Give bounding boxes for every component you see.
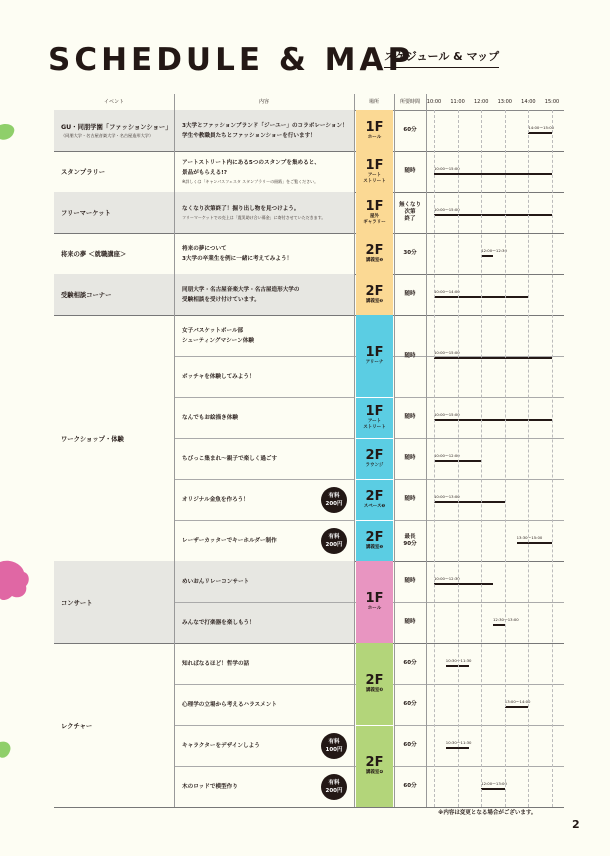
- pink-blob: [0, 560, 30, 602]
- event-title: コンサート: [61, 599, 93, 607]
- duration-cell: [394, 274, 426, 315]
- duration-cell: [394, 766, 426, 807]
- content-text: ボッチャを体験してみよう！: [182, 373, 255, 380]
- time-range-label: 10:00～15:00: [434, 350, 460, 355]
- place-cell: [356, 315, 393, 397]
- content-cell: [174, 192, 354, 233]
- event-title: 将来の夢 ＜就職講座＞: [61, 251, 127, 258]
- duration-text: 随時: [404, 455, 416, 461]
- content-cell: [174, 684, 354, 725]
- duration-text: 60分: [403, 701, 417, 707]
- event-name: [54, 274, 174, 315]
- time-range-label: 12:00～12:30: [481, 247, 507, 253]
- place-floor: 2F: [365, 447, 384, 463]
- content-text: 心理学の立場から考えるハラスメント: [182, 701, 277, 708]
- time-tick: 15:00: [544, 99, 560, 105]
- duration-cell: [394, 151, 426, 192]
- column-rule: [426, 94, 427, 807]
- event-title: ワークショップ・体験: [61, 435, 124, 443]
- content-text: 受験相談を受け付けています。: [182, 296, 260, 303]
- duration-text: 60分: [403, 742, 417, 748]
- time-tick: 12:00: [473, 99, 489, 105]
- time-gridline: [505, 110, 506, 807]
- content-cell: [174, 356, 354, 397]
- time-bar: [434, 214, 552, 216]
- content-text: レーザーカッターでキーホルダー制作: [182, 537, 277, 544]
- content-cell: [174, 315, 354, 356]
- place-floor: 1F: [365, 157, 384, 173]
- content-cell: [174, 397, 354, 438]
- duration-text: 随時: [404, 496, 416, 502]
- place-name: 講義室❶: [365, 257, 384, 263]
- content-text: なんでもお絵描き体験: [182, 414, 238, 421]
- content-text: 将来の夢について: [182, 245, 227, 252]
- place-name: スペース❷: [363, 503, 386, 509]
- place-rule: [354, 725, 394, 726]
- time-range-label: 10:00～13:00: [434, 493, 460, 499]
- event-name: [54, 110, 174, 151]
- place-cell: [356, 110, 393, 151]
- place-floor: 2F: [365, 283, 384, 299]
- place-floor: 1F: [365, 345, 384, 360]
- paid-badge: [321, 733, 347, 759]
- duration-cell: [394, 233, 426, 274]
- time-range-label: 14:00～15:00: [528, 124, 555, 130]
- place-cell: [356, 151, 393, 192]
- place-floor: 2F: [365, 529, 384, 545]
- place-rule: [354, 520, 394, 521]
- content-text: ちびっこ集まれ～親子で楽しく過ごす: [182, 455, 278, 462]
- time-bar: [434, 501, 505, 503]
- schedule-table: [54, 94, 564, 810]
- place-name: ホール: [367, 606, 382, 611]
- place-name: 講義室❶: [365, 544, 384, 550]
- header-content: 内容: [258, 99, 269, 105]
- place-cell: [356, 561, 393, 643]
- duration-text: 随時: [404, 619, 416, 625]
- place-cell: [356, 192, 393, 233]
- time-bar: [505, 706, 529, 708]
- place-floor: 2F: [365, 242, 384, 258]
- place-floor: 2F: [365, 673, 384, 688]
- content-cell: [174, 438, 354, 479]
- event-name: [54, 233, 174, 274]
- content-note: ※詳しくは「キャンパスフェスタ スタンプラリーの冊紙」をご覧ください。: [182, 179, 319, 184]
- duration-cell: [394, 315, 426, 397]
- paid-badge-text: 有料: [328, 492, 340, 499]
- content-text: 知ればなるほど！哲学の話: [182, 660, 250, 667]
- time-bar: [434, 357, 552, 359]
- green-blob-bottom: [0, 740, 12, 760]
- paid-badge-text: 200円: [325, 541, 343, 548]
- content-text: オリジナル金魚を作ろう！: [182, 496, 249, 503]
- place-floor: 1F: [365, 591, 384, 606]
- event-title: スタンプラリー: [61, 169, 106, 176]
- place-name: アート: [367, 172, 382, 178]
- duration-text: 60分: [403, 127, 417, 133]
- paid-badge-text: 有料: [328, 533, 340, 540]
- content-text: 景品がもらえる!?: [182, 170, 227, 176]
- event-title: 受験相談コーナー: [61, 292, 112, 299]
- content-cell: [174, 233, 354, 274]
- place-floor: 2F: [365, 755, 384, 770]
- place-name: アリーナ: [365, 360, 384, 365]
- content-cell: [174, 151, 354, 192]
- duration-text: 随時: [404, 578, 416, 584]
- event-title: レクチャー: [61, 722, 93, 730]
- event-subtitle: （同朋大学・名古屋音楽大学・名古屋造形大学）: [61, 133, 154, 138]
- time-tick: 13:00: [497, 99, 512, 105]
- event-name: [54, 192, 174, 233]
- event-title: フリーマーケット: [61, 210, 111, 217]
- footnote: ※内容は変更となる場合がございます。: [438, 810, 537, 816]
- place-cell: [356, 725, 393, 807]
- content-note: フリーマーケットでの売上は「震災助け合い募金」に寄付させていただきます。: [182, 215, 326, 220]
- time-bar: [434, 419, 552, 421]
- column-rule: [174, 94, 175, 807]
- time-bar: [434, 583, 493, 585]
- paid-badge-text: 200円: [325, 500, 343, 507]
- content-text: シューティングマシーン体験: [182, 337, 254, 344]
- time-gridline: [481, 110, 482, 807]
- duration-cell: [394, 520, 426, 561]
- duration-cell: [394, 479, 426, 520]
- header-duration: 所要時間: [399, 99, 420, 105]
- content-text: 3大学とファッションブランド「ジーユー」のコラボレーション！: [182, 122, 348, 129]
- time-range-label: 10:00～15:00: [434, 411, 460, 417]
- paid-badge-text: 有料: [328, 738, 340, 745]
- time-gridline: [434, 110, 435, 807]
- content-text: みんなで打楽器を楽しもう！: [182, 619, 255, 626]
- time-bar: [481, 788, 505, 790]
- header-event: イベント: [103, 99, 124, 105]
- place-cell: [356, 233, 393, 274]
- duration-cell: [394, 561, 426, 602]
- content-cell: [174, 561, 354, 602]
- duration-text: 60分: [403, 660, 417, 666]
- duration-text: 随時: [404, 352, 416, 359]
- content-text: アートストリート内にある5つのスタンプを集めると、: [182, 160, 320, 166]
- duration-cell: [394, 110, 426, 151]
- event-name: [54, 151, 174, 192]
- duration-text: 次第: [404, 209, 416, 215]
- event-name: [54, 315, 174, 561]
- page-title: SCHEDULE & MAP: [48, 42, 415, 78]
- time-range-label: 13:30～15:00: [516, 534, 543, 540]
- time-range-label: 13:00～14:00: [504, 698, 531, 704]
- time-tick: 10:00: [426, 99, 442, 105]
- place-floor: 1F: [365, 198, 384, 214]
- paid-badge: [321, 774, 347, 800]
- content-text: なくなり次第終了！掘り出し物を見つけよう。: [182, 206, 300, 212]
- time-range-label: 10:00～15:00: [434, 165, 460, 171]
- time-tick: 14:00: [521, 99, 536, 105]
- content-cell: [174, 643, 354, 684]
- content-text: 3大学の卒業生を例に一緒に考えてみよう！: [182, 255, 293, 262]
- content-text: 女子バスケットボール部: [182, 327, 244, 334]
- content-text: めいおんリレーコンサート: [182, 578, 250, 585]
- content-cell: [174, 110, 354, 151]
- place-floor: 1F: [365, 403, 384, 419]
- place-name: 講義室❸: [365, 688, 384, 693]
- duration-text: 随時: [404, 291, 416, 297]
- place-cell: [356, 479, 393, 520]
- place-name: ギャラリー: [363, 219, 386, 225]
- place-cell: [356, 397, 393, 438]
- page-subtitle: スケジュール & マップ: [384, 50, 499, 68]
- place-name: 屋外: [370, 213, 379, 219]
- event-title: GU・同朋学園「ファッションショー」: [61, 124, 172, 131]
- paid-badge-text: 200円: [325, 787, 343, 794]
- green-blob-top: [0, 122, 16, 142]
- place-name: 講義室❹: [365, 770, 384, 775]
- paid-badge-text: 100円: [325, 746, 343, 753]
- duration-text: 60分: [403, 783, 417, 789]
- duration-text: 90分: [403, 540, 417, 547]
- time-range-label: 10:30～11:30: [445, 739, 472, 745]
- duration-cell: [394, 397, 426, 438]
- time-gridline: [552, 110, 553, 807]
- duration-text: 無くなり: [398, 202, 421, 208]
- place-floor: 2F: [365, 488, 384, 504]
- place-floor: 1F: [365, 119, 384, 135]
- time-range-label: 12:30～13:00: [493, 616, 519, 622]
- place-name: ラウンジ: [365, 462, 384, 468]
- time-bar: [517, 542, 552, 544]
- place-rule: [354, 438, 394, 439]
- duration-text: 最長: [404, 533, 416, 540]
- paid-badge-text: 有料: [328, 779, 340, 786]
- header-place: 場所: [368, 99, 379, 105]
- place-name: ホール: [367, 134, 382, 140]
- time-gridline: [458, 110, 459, 807]
- event-name: [54, 561, 174, 643]
- duration-cell: [394, 192, 426, 233]
- place-name: 講義室❷: [365, 298, 384, 304]
- time-range-label: 10:00～12:00: [434, 452, 460, 458]
- place-cell: [356, 438, 393, 479]
- content-cell: [174, 602, 354, 643]
- time-range-label: 12:00～13:00: [481, 780, 507, 786]
- time-bar: [528, 132, 552, 134]
- place-rule: [354, 479, 394, 480]
- duration-cell: [394, 684, 426, 725]
- duration-text: 30分: [403, 250, 417, 256]
- duration-cell: [394, 725, 426, 766]
- time-range-label: 10:00～12:30: [434, 575, 460, 581]
- duration-text: 随時: [404, 168, 416, 174]
- time-tick: 11:00: [450, 99, 465, 105]
- time-bar: [493, 624, 505, 626]
- place-cell: [356, 274, 393, 315]
- time-bar: [434, 173, 552, 175]
- duration-cell: [394, 438, 426, 479]
- place-name: ストリート: [363, 424, 386, 430]
- duration-text: 随時: [404, 414, 416, 420]
- time-range-label: 10:30～11:30: [445, 657, 472, 663]
- duration-text: 終了: [404, 216, 416, 222]
- time-bar: [481, 255, 493, 257]
- duration-cell: [394, 602, 426, 643]
- paid-badge: [321, 487, 347, 513]
- column-rule: [394, 94, 395, 807]
- content-text: 学生や教職員たちとファッションショーを行います！: [182, 132, 316, 139]
- content-text: 木のロッドで模型作り: [182, 783, 238, 790]
- content-text: キャラクターをデザインしよう: [182, 742, 260, 749]
- time-gridline: [528, 110, 529, 807]
- place-name: ストリート: [363, 178, 386, 184]
- column-rule: [354, 94, 355, 807]
- place-cell: [356, 643, 393, 725]
- place-name: アート: [367, 418, 382, 424]
- content-text: 同朋大学・名古屋音楽大学・名古屋造形大学の: [182, 286, 300, 293]
- duration-cell: [394, 643, 426, 684]
- time-range-label: 10:00～15:00: [434, 206, 460, 212]
- paid-badge: [321, 528, 347, 554]
- place-cell: [356, 520, 393, 561]
- page-number: 2: [572, 818, 580, 831]
- content-cell: [174, 274, 354, 315]
- place-rule: [354, 397, 394, 398]
- time-range-label: 10:00～14:00: [434, 288, 460, 294]
- event-name: [54, 643, 174, 807]
